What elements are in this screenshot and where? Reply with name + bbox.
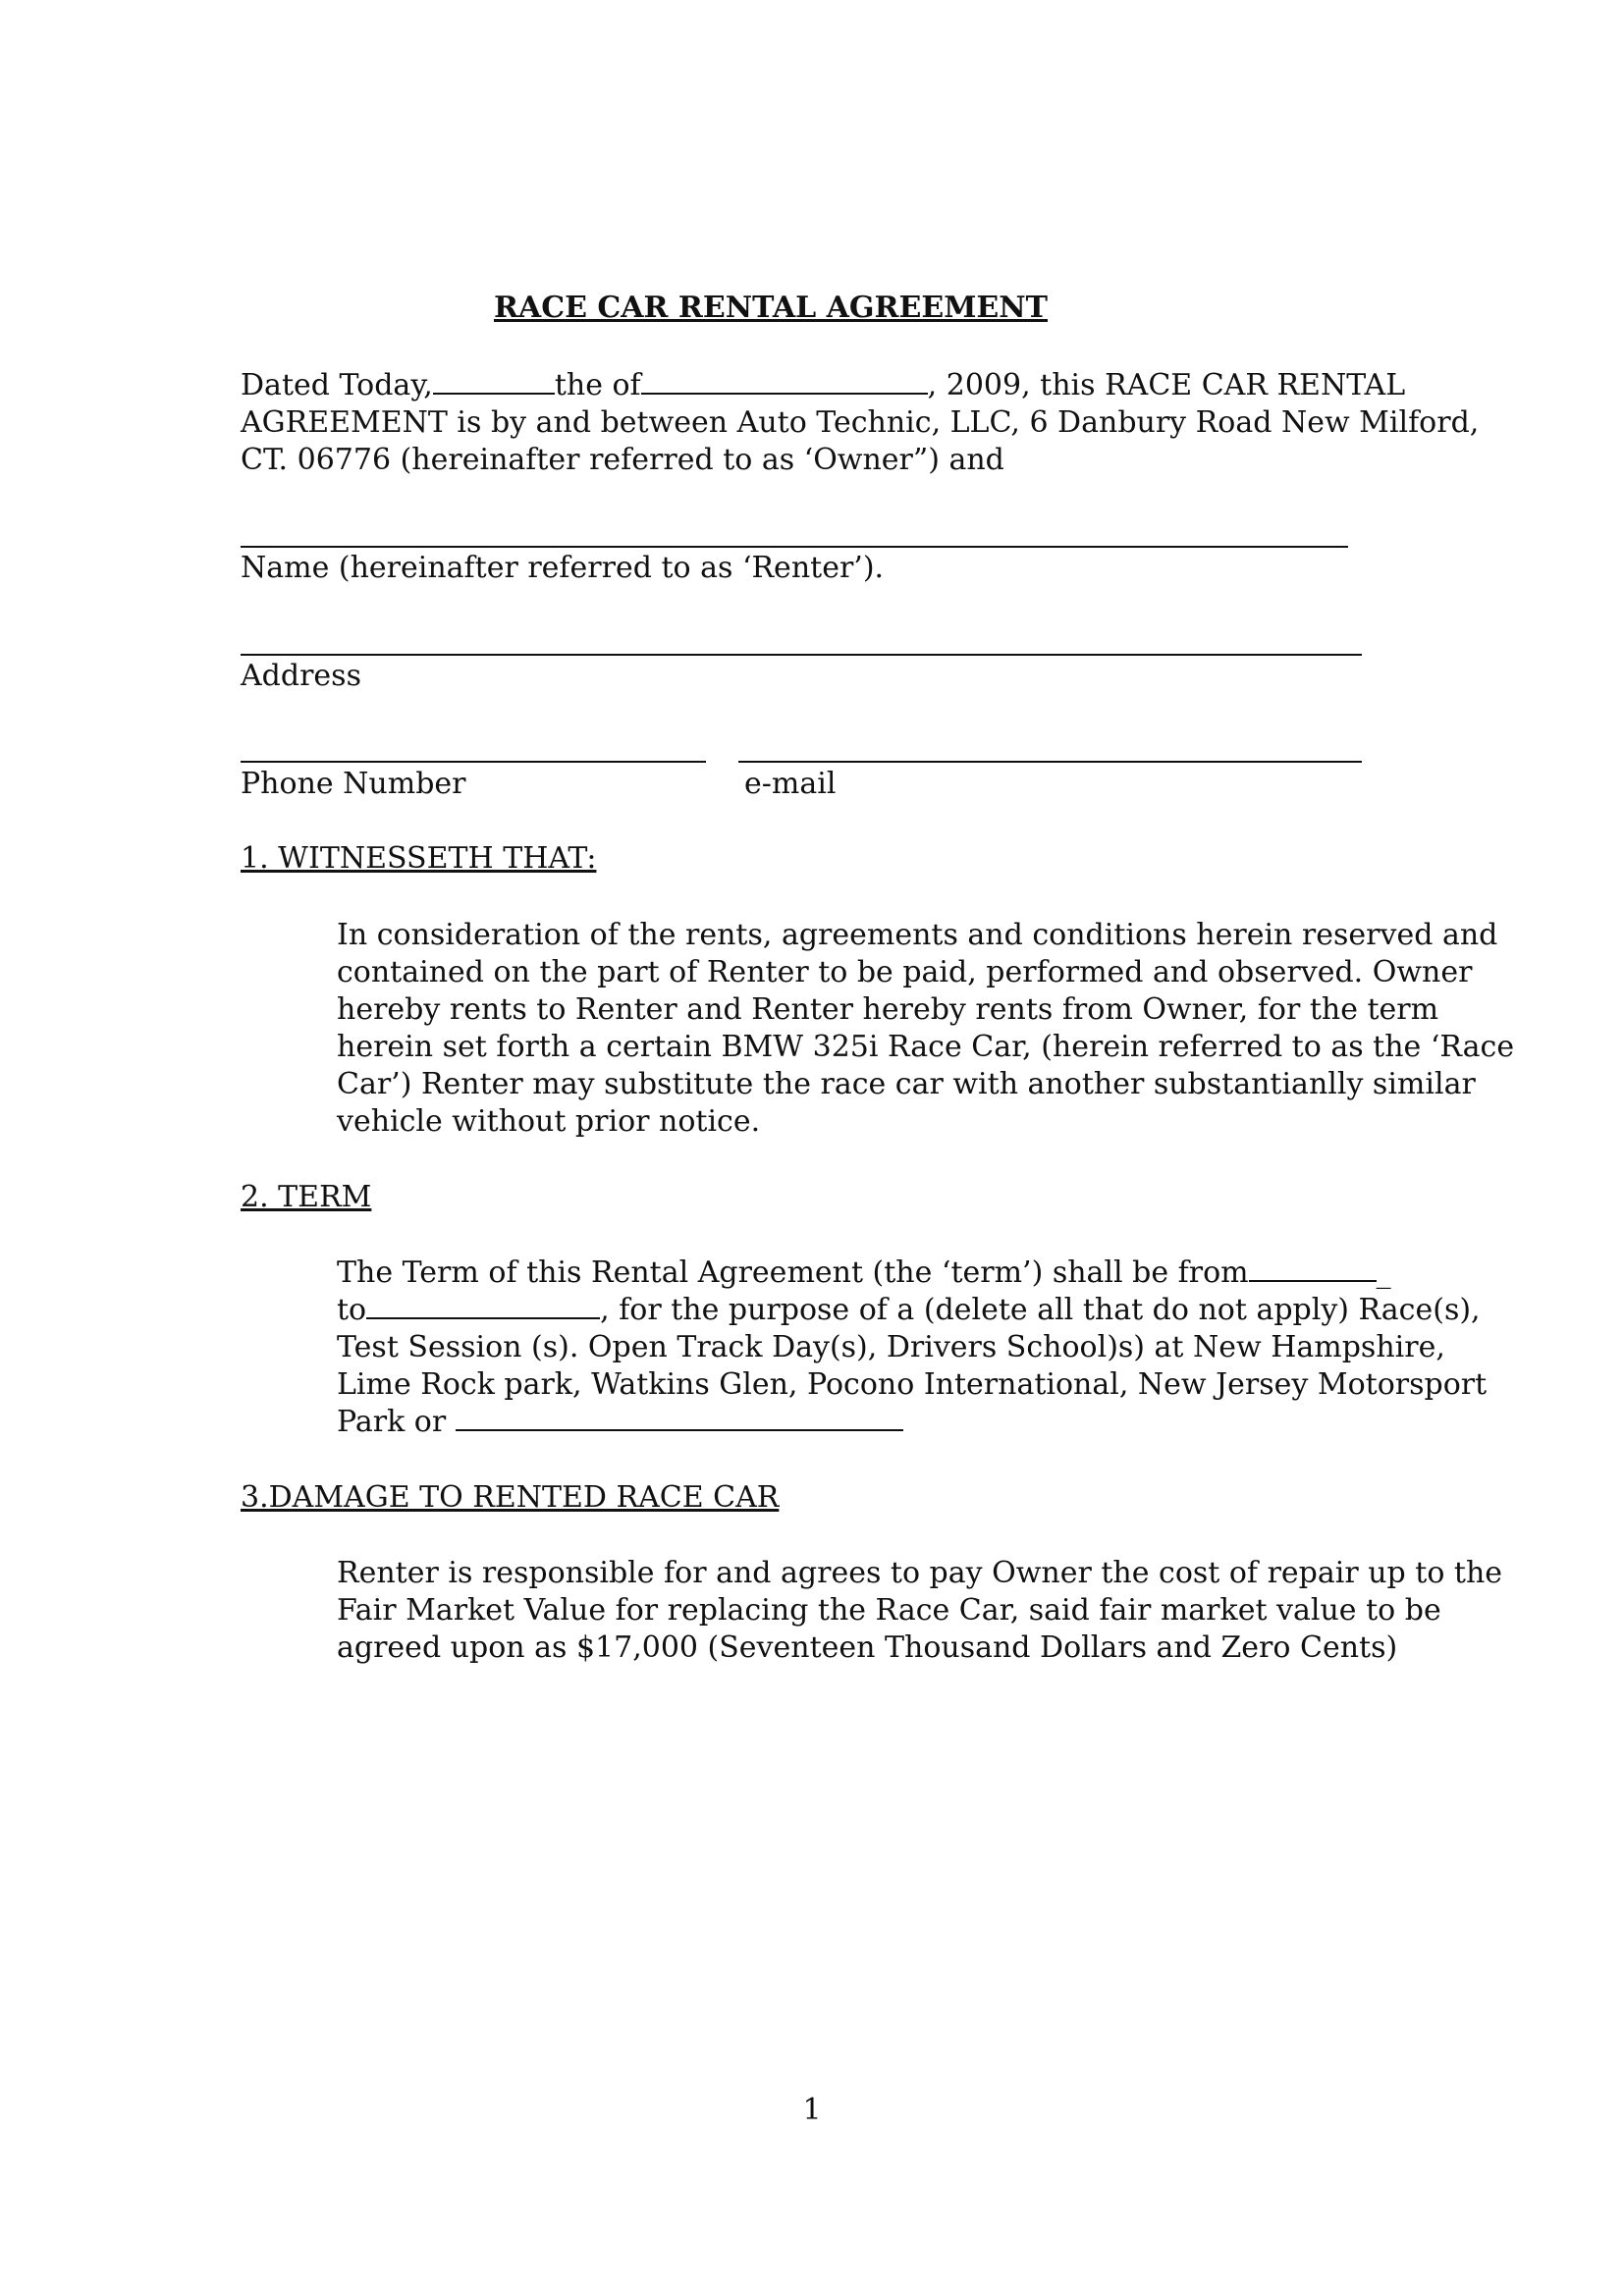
section-1-body [337,917,1515,1141]
intro-line-3: CT. 06776 (hereinafter referred to as ‘Owner”) and [241,443,1004,477]
term-line-2 [337,1292,1481,1329]
intro-line-2: AGREEMENT is by and between Auto Technic, LLC, 6 Danbury Road New Milford, [241,405,1480,440]
section-1-line: vehicle without prior notice. [337,1104,761,1139]
phone-label: Phone Number [241,767,466,801]
address-line[interactable] [241,654,1362,656]
day-blank[interactable] [433,367,555,395]
section-1-heading: 1. WITNESSETH THAT: [241,841,597,876]
section-1-line: Car’) Renter may substitute the race car with another substantianlly similar [337,1067,1476,1101]
term-line-5 [337,1404,1397,1441]
the-of-label: the of [554,368,641,402]
document-title: RACE CAR RENTAL AGREEMENT [493,291,1049,325]
section-3-line: Fair Market Value for replacing the Race Car, said fair market value to be [337,1593,1441,1628]
intro-line-1 [241,367,1405,404]
section-2-heading: 2. TERM [241,1180,372,1214]
section-1-line: In consideration of the rents, agreements and conditions herein reserved and [337,918,1498,952]
term-line-1 [337,1255,1397,1292]
section-3-line: agreed upon as $17,000 (Seventeen Thousand Dollars and Zero Cents) [337,1630,1398,1665]
section-1-line: contained on the part of Renter to be paid, performed and observed. Owner [337,955,1473,989]
term-to-blank[interactable] [366,1292,600,1319]
section-2-body [337,1255,1488,1441]
term-from-blank[interactable] [1249,1255,1377,1282]
section-1-line: herein set forth a certain BMW 325i Race Car, (herein referred to as the ‘Race [337,1030,1515,1064]
term-line-3: Test Session (s). Open Track Day(s), Drivers School)s) at New Hampshire, [337,1330,1445,1364]
section-3-heading: 3.DAMAGE TO RENTED RACE CAR [241,1480,780,1515]
dated-today-label: Dated Today, [241,368,433,402]
name-label: Name (hereinafter referred to as ‘Renter’). [241,551,885,585]
term-to-label: to [337,1293,367,1327]
address-label: Address [241,659,361,693]
term-purpose-text: , for the purpose of a (delete all that do not apply) Race(s), [600,1293,1481,1327]
section-1-line: hereby rents to Renter and Renter hereby rents from Owner, for the term [337,992,1439,1027]
section-3-body [337,1555,1503,1667]
section-3-line: Renter is responsible for and agrees to pay Owner the cost of repair up to the [337,1556,1503,1590]
name-signature-line[interactable] [241,546,1348,548]
term-from-tail: _ [1376,1255,1391,1290]
month-blank[interactable] [641,367,928,395]
phone-line[interactable] [241,761,706,763]
email-label: e-mail [744,767,837,801]
term-from-text: The Term of this Rental Agreement (the ‘term’) shall be from [337,1255,1249,1290]
other-venue-blank[interactable] [456,1404,903,1431]
park-or-label: Park or [337,1405,447,1439]
term-line-4: Lime Rock park, Watkins Glen, Pocono International, New Jersey Motorsport [337,1367,1488,1402]
page-number: 1 [802,2093,822,2127]
year-text: , 2009, this RACE CAR RENTAL [927,368,1406,402]
email-line[interactable] [738,761,1362,763]
